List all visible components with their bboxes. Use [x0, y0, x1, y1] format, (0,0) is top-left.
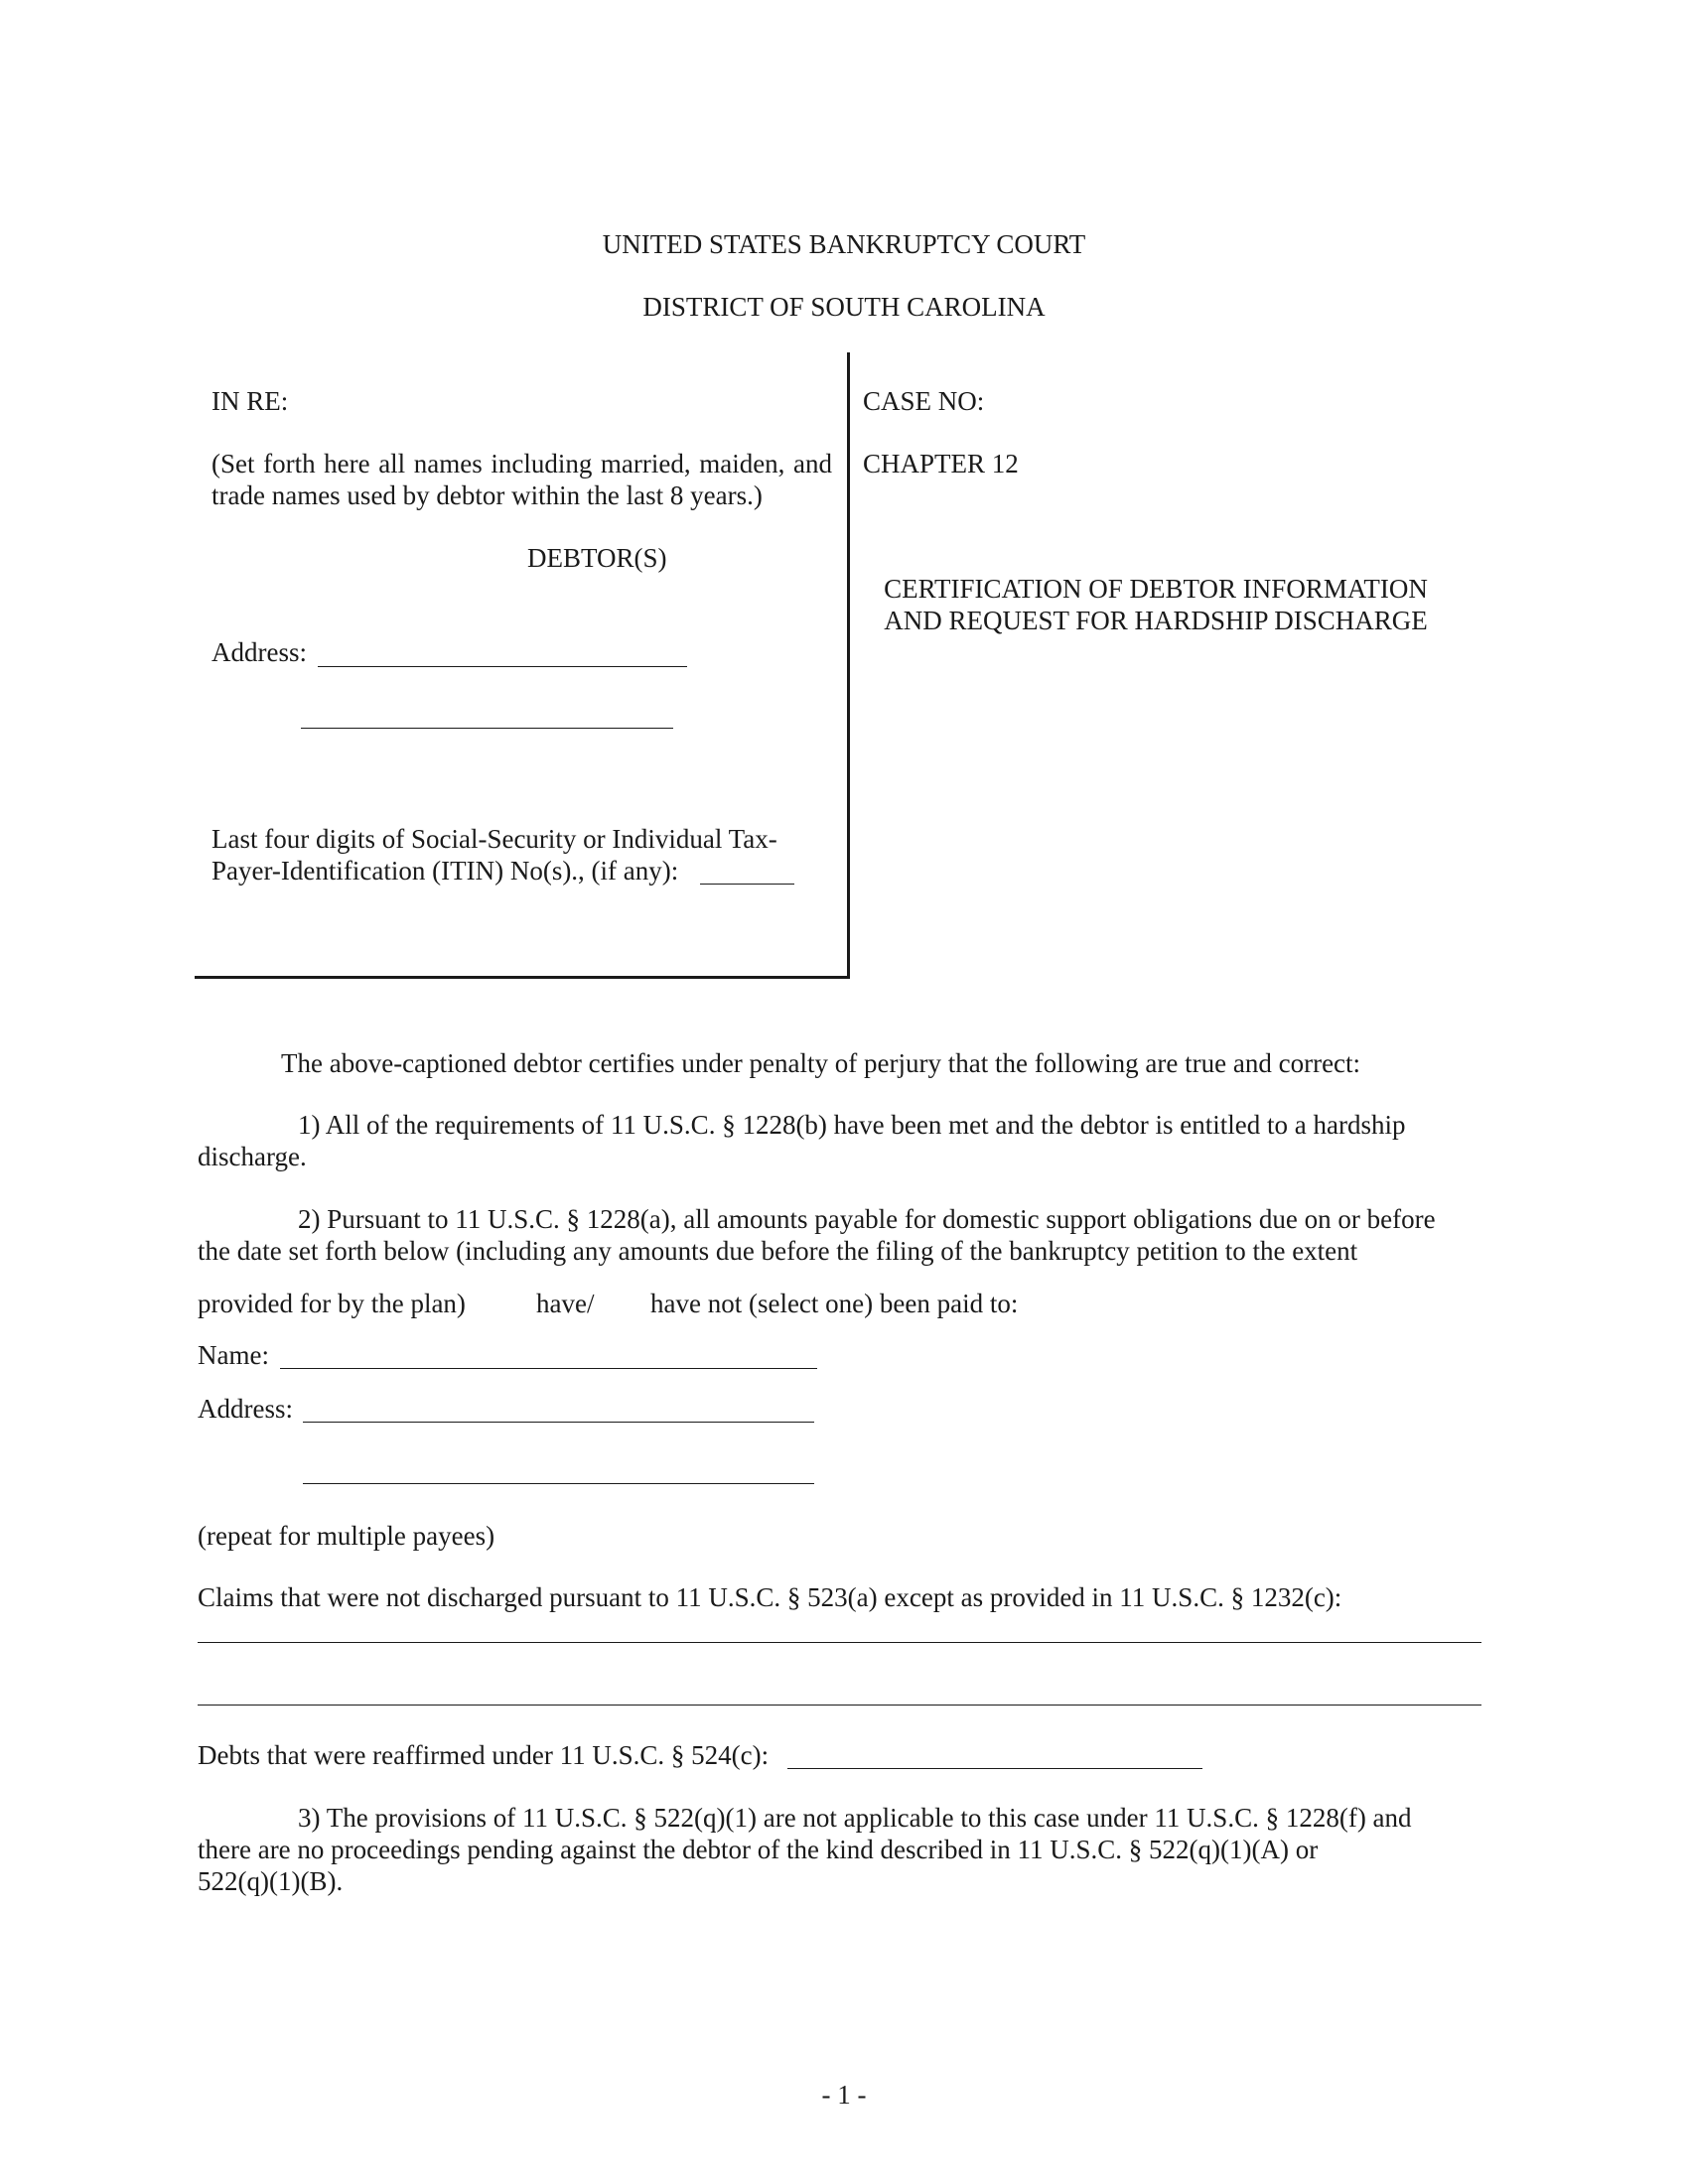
ssn-label-line1: Last four digits of Social-Security or Individual Tax-	[211, 824, 777, 854]
item2-line1: 2) Pursuant to 11 U.S.C. § 1228(a), all amounts payable for domestic support obligations due on or before	[298, 1204, 1436, 1234]
in-re-label: IN RE:	[211, 386, 289, 416]
claims-line1[interactable]	[198, 1642, 1481, 1643]
item3-line3: 522(q)(1)(B).	[198, 1866, 344, 1896]
reaffirmed-debts-field[interactable]	[787, 1768, 1202, 1769]
ssn-digits-field[interactable]	[700, 884, 794, 885]
case-no-label: CASE NO:	[863, 386, 985, 416]
page-number: - 1 -	[821, 2080, 867, 2110]
claims-not-discharged-label: Claims that were not discharged pursuant to 11 U.S.C. § 523(a) except as provided in 11 U.S.C. § 1232(c):	[198, 1582, 1342, 1612]
certification-intro: The above-captioned debtor certifies under penalty of perjury that the following are true and correct:	[281, 1048, 1361, 1078]
ssn-label-line2: Payer-Identification (ITIN) No(s)., (if any):	[211, 856, 679, 886]
debtors-label: DEBTOR(S)	[527, 543, 667, 573]
item2-line3: provided for by the plan)	[198, 1289, 466, 1318]
item3-line1: 3) The provisions of 11 U.S.C. § 522(q)(1) are not applicable to this case under 11 U.S.C. § 1228(f) and	[298, 1803, 1412, 1833]
item2-line2: the date set forth below (including any amounts due before the filing of the bankruptcy petition to the extent	[198, 1236, 1358, 1266]
payee-address-line2[interactable]	[303, 1483, 814, 1484]
chapter-label: CHAPTER 12	[863, 449, 1019, 478]
document-title-line2: AND REQUEST FOR HARDSHIP DISCHARGE	[884, 606, 1428, 635]
have-option[interactable]: have/	[536, 1289, 595, 1318]
claims-line2[interactable]	[198, 1705, 1481, 1706]
caption-vertical-rule	[847, 352, 850, 978]
debtor-address-line1[interactable]	[318, 666, 687, 667]
court-name: UNITED STATES BANKRUPTCY COURT	[602, 229, 1086, 259]
debtor-address-label: Address:	[211, 637, 307, 667]
item1-line2: discharge.	[198, 1142, 307, 1171]
document-title-line1: CERTIFICATION OF DEBTOR INFORMATION	[884, 574, 1428, 604]
reaffirmed-debts-label: Debts that were reaffirmed under 11 U.S.C. § 524(c):	[198, 1740, 770, 1770]
payee-name-field[interactable]	[280, 1368, 817, 1369]
item1-line1: 1) All of the requirements of 11 U.S.C. § 1228(b) have been met and the debtor is entitled to a hardship	[298, 1110, 1406, 1140]
caption-bottom-rule	[195, 976, 850, 979]
payee-name-label: Name:	[198, 1340, 269, 1370]
payee-address-line1[interactable]	[303, 1422, 814, 1423]
payee-address-label: Address:	[198, 1394, 293, 1424]
district-name: DISTRICT OF SOUTH CAROLINA	[642, 292, 1046, 322]
repeat-payees-note: (repeat for multiple payees)	[198, 1521, 495, 1551]
debtor-address-line2[interactable]	[301, 728, 673, 729]
names-instruction-line2: trade names used by debtor within the last 8 years.)	[211, 480, 763, 510]
have-not-option[interactable]: have not (select one) been paid to:	[650, 1289, 1019, 1318]
item3-line2: there are no proceedings pending against the debtor of the kind described in 11 U.S.C. § 522(q)(1)(A) or	[198, 1835, 1319, 1864]
names-instruction-line1: (Set forth here all names including married, maiden, and	[211, 449, 832, 478]
